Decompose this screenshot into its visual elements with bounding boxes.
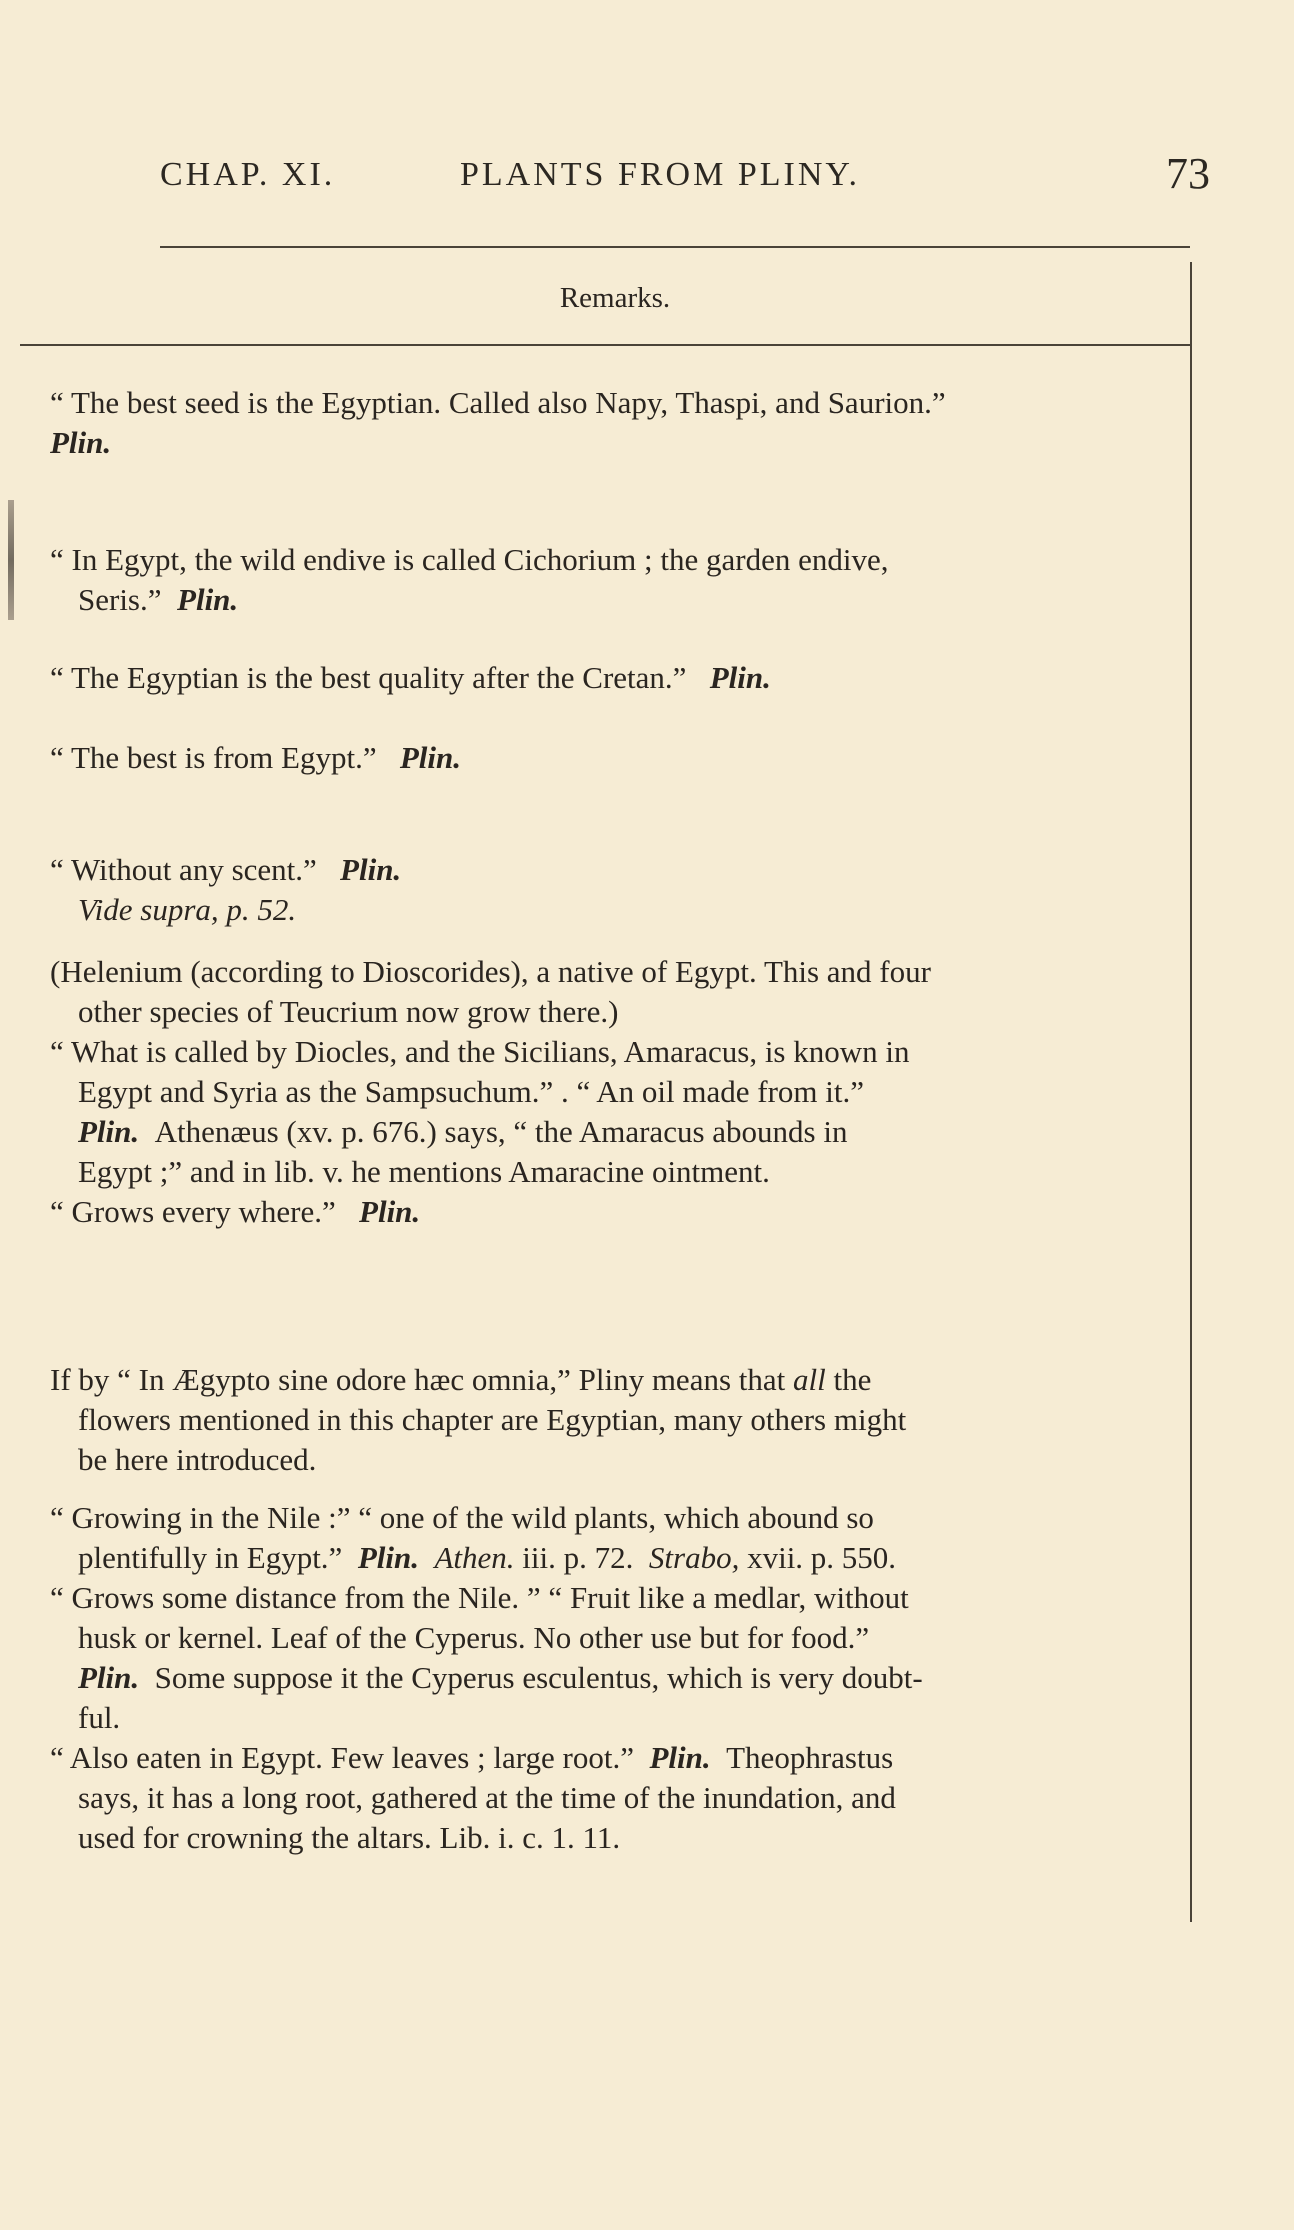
remark-entry [50, 1578, 1190, 1738]
remark-text: “ Without any scent.” [50, 852, 317, 887]
remark-text: plentifully in Egypt.” [78, 1540, 343, 1575]
remark-text: “ The best seed is the Egyptian. Called also Napy, Thaspi, and Saurion.” [50, 385, 946, 420]
remark-text: “ Also eaten in Egypt. Few leaves ; large root.” [50, 1740, 634, 1775]
remark-text: Some suppose it the Cyperus esculentus, which is very doubt- [154, 1660, 923, 1695]
citation: Plin. [50, 425, 112, 460]
remark-text: Egypt ;” and in lib. v. he mentions Amaracine ointment. [78, 1154, 770, 1189]
remark-text: “ Growing in the Nile :” “ one of the wild plants, which abound so [50, 1500, 874, 1535]
citation: Plin. [78, 1660, 140, 1695]
remark-entry [50, 1738, 1190, 1858]
remark-text: flowers mentioned in this chapter are Egyptian, many others might [78, 1402, 907, 1437]
remark-entry [50, 540, 1190, 620]
emphasis: all [793, 1362, 826, 1397]
page-number: 73 [1166, 149, 1210, 198]
header-rule [160, 246, 1190, 248]
remark-text: “ In Egypt, the wild endive is called Cichorium ; the garden endive, [50, 542, 889, 577]
chapter-label: CHAP. XI. [160, 156, 336, 193]
remark-text: Theophrastus [726, 1740, 894, 1775]
cross-reference-page: p. 52. [226, 892, 297, 927]
remark-text: the [833, 1362, 872, 1397]
remark-text: be here introduced. [78, 1442, 317, 1477]
citation: Plin. [359, 1194, 421, 1229]
remark-text: (Helenium (according to Dioscorides), a native of Egypt. This and four [50, 954, 931, 989]
citation: Plin. [709, 660, 771, 695]
remark-text: ful. [78, 1700, 121, 1735]
cross-reference: Vide supra, [78, 892, 219, 927]
remark-text: “ Grows every where.” [50, 1194, 336, 1229]
citation-strabo: Strabo, [648, 1540, 740, 1575]
binding-smudge [8, 500, 14, 620]
remark-entry [50, 850, 1190, 930]
remark-text: says, it has a long root, gathered at the time of the inundation, and [78, 1780, 896, 1815]
remark-text: Seris.” [78, 582, 162, 617]
running-title: PLANTS FROM PLINY. [460, 156, 861, 193]
remark-text: used for crowning the altars. Lib. i. c. 1. 11. [78, 1820, 621, 1855]
citation: Plin. [357, 1540, 419, 1575]
remark-entry [50, 383, 1190, 463]
citation: Plin. [649, 1740, 711, 1775]
citation: Plin. [177, 582, 239, 617]
remarks-rule [20, 344, 1190, 346]
remark-entry [50, 658, 1190, 698]
remark-entry [50, 1032, 1190, 1192]
remarks-heading: Remarks. [559, 282, 671, 314]
remark-text: husk or kernel. Leaf of the Cyperus. No other use but for food.” [78, 1620, 870, 1655]
remark-entry [50, 1498, 1190, 1578]
citation: Plin. [78, 1114, 140, 1149]
remark-text: xvii. p. 550. [747, 1540, 897, 1575]
remark-text: “ Grows some distance from the Nile. ” “ Fruit like a medlar, without [50, 1580, 909, 1615]
citation: Plin. [399, 740, 461, 775]
citation: Plin. [340, 852, 402, 887]
remark-entry [50, 1192, 1190, 1232]
remark-text: Athenæus (xv. p. 676.) says, “ the Amaracus abounds in [154, 1114, 848, 1149]
remark-entry [50, 738, 1190, 778]
remark-entry [50, 952, 1190, 1032]
remark-text: Egypt and Syria as the Sampsuchum.” . “ An oil made from it.” [78, 1074, 865, 1109]
remark-text: “ What is called by Diocles, and the Sicilians, Amaracus, is known in [50, 1034, 910, 1069]
column-rule-right [1190, 262, 1192, 1922]
remark-text: “ The Egyptian is the best quality after the Cretan.” [50, 660, 687, 695]
remark-text: iii. p. 72. [522, 1540, 634, 1575]
remark-text: other species of Teucrium now grow there.) [78, 994, 619, 1029]
citation-athen: Athen. [434, 1540, 515, 1575]
remark-text: If by “ In Ægypto sine odore hæc omnia,” Pliny means that [50, 1362, 786, 1397]
remark-text: “ The best is from Egypt.” [50, 740, 377, 775]
remark-entry [50, 1360, 1190, 1480]
running-header [160, 148, 1210, 208]
